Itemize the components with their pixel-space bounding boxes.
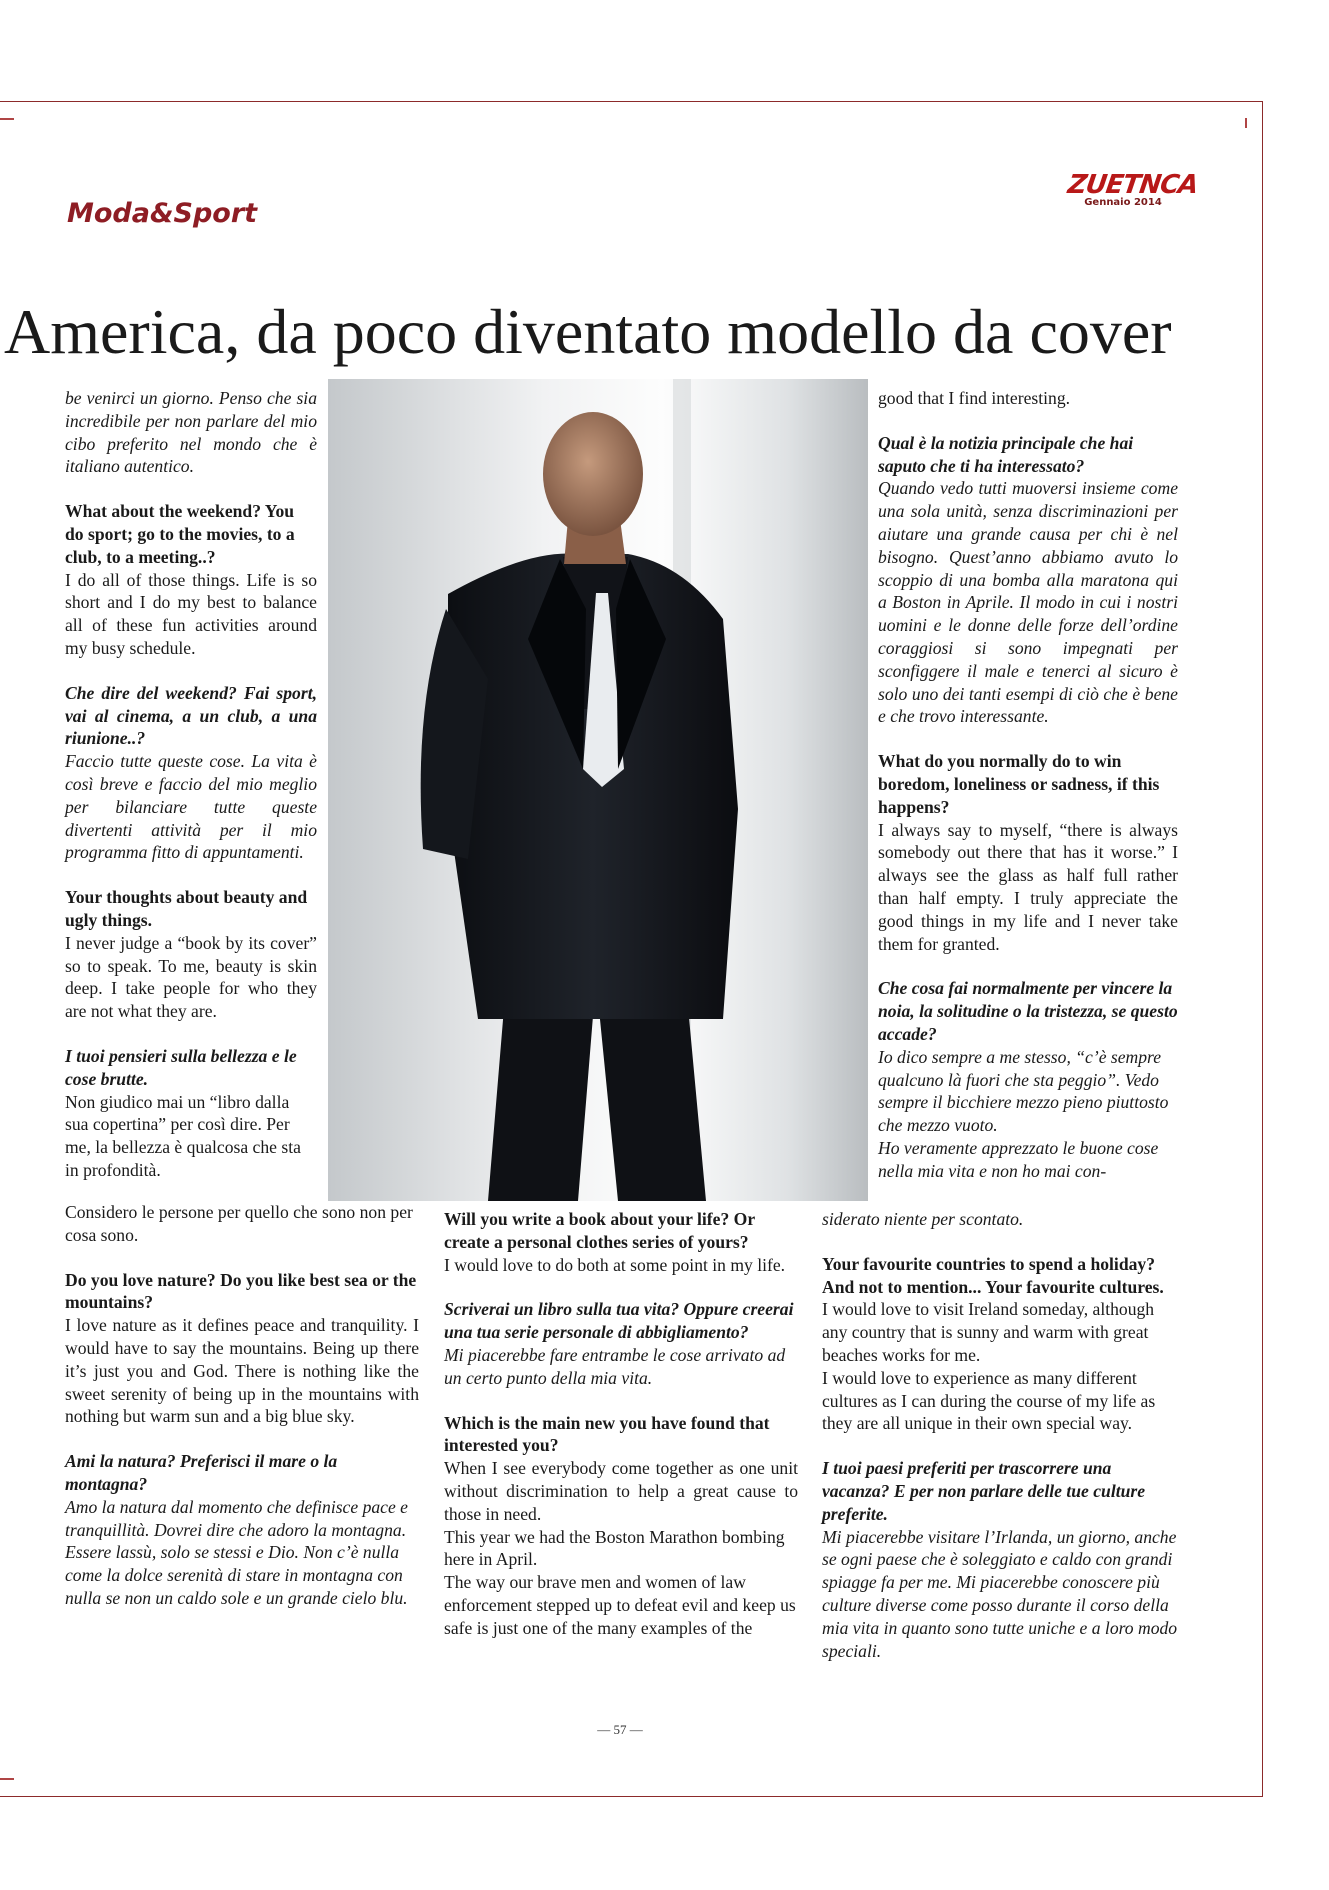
logo-date: Gennaio 2014 — [1084, 197, 1162, 208]
column-left-question: What about the weekend? You do sport; go to the movies, to a club, to a meeting..? — [65, 501, 295, 567]
model-photo-illustration — [328, 379, 868, 1201]
column-right-paragraph: I would love to visit Ireland someday, although any country that is sunny and warm with great beaches works for me. — [822, 1299, 1155, 1365]
column-left-paragraph: Essere lassù, solo se stessi e Dio. Non c’è nulla come la dolce serenità di stare in montagna con nulla se non un caldo sole e un grande cielo blu. — [65, 1542, 408, 1608]
right-border — [1262, 101, 1263, 1797]
column-middle — [444, 1208, 798, 1640]
column-middle-question: Scriverai un libro sulla tua vita? Oppure creerai una tua serie personale di abbigliamento? — [444, 1299, 794, 1343]
article-title: America, da poco diventato modello da cover — [4, 296, 1172, 367]
column-right-paragraph: I would love to experience as many different cultures as I can during the course of my life as they are all unique in their own special way. — [822, 1367, 1156, 1434]
top-dashed-line — [0, 118, 1248, 120]
column-right-question: Your favourite countries to spend a holiday? And not to mention... Your favourite cultures. — [822, 1253, 1164, 1297]
column-left-question: I tuoi pensieri sulla bellezza e le cose brutte. — [65, 1045, 297, 1089]
column-left-paragraph: Considero le persone per quello che sono non per cosa sono. — [65, 1202, 413, 1245]
column-left-lower — [65, 1201, 419, 1610]
column-left-paragraph: I love nature as it defines peace and tranquility. I would have to say the mountains. Being up there it’s just you and God. There is nothing like the sweet serenity of being up in the mountains with nothing but warm sun and a big blue sky. — [65, 1315, 419, 1427]
logo-word: ZUETNCA — [1065, 170, 1200, 200]
model-photo — [328, 379, 868, 1201]
column-left-paragraph: I never judge a “book by its cover” so to speak. To me, beauty is skin deep. I take people for who they are not what they are. — [65, 932, 317, 1022]
column-left-question: Your thoughts about beauty and ugly things. — [65, 887, 308, 930]
right-dashed-line — [1245, 118, 1247, 1778]
top-border — [0, 101, 1262, 102]
column-right-question: I tuoi paesi preferiti per trascorrere una vacanza? E per non parlare delle tue culture preferite. — [822, 1458, 1146, 1524]
column-left-paragraph: I do all of those things. Life is so short and I do my best to balance all of these fun activities around my busy schedule. — [65, 569, 317, 658]
column-right-lower — [822, 1208, 1178, 1662]
column-left-paragraph: be venirci un giorno. Penso che sia incredibile per non parlare del mio cibo preferito nel mondo che è italiano autentico. — [65, 388, 317, 477]
column-middle-question: Which is the main new you have found that interested you? — [444, 1412, 770, 1456]
column-left-question: Do you love nature? Do you like best sea or the mountains? — [65, 1269, 417, 1313]
column-right-question: Che cosa fai normalmente per vincere la noia, la solitudine o la tristezza, se questo accade? — [878, 978, 1178, 1044]
column-left-paragraph: Faccio tutte queste cose. La vita è così breve e faccio del mio meglio per bilanciare tutte queste divertenti attività per il mio programma fitto di appuntamenti. — [65, 751, 317, 863]
column-right-paragraph: siderato niente per scontato. — [822, 1209, 1024, 1229]
page-number: — 57 — — [597, 1722, 643, 1737]
column-right-paragraph: good that I find interesting. — [878, 388, 1071, 408]
column-right-paragraph: Ho veramente apprezzato le buone cose nella mia vita e non ho mai con- — [878, 1137, 1159, 1181]
column-middle-paragraph: This year we had the Boston Marathon bombing here in April. — [444, 1526, 785, 1570]
column-left-question: Che dire del weekend? Fai sport, vai al cinema, a un club, a una riunione..? — [65, 682, 317, 749]
column-middle-paragraph: The way our brave men and women of law enforcement stepped up to defeat evil and keep us safe is just one of the many examples of the — [444, 1572, 796, 1638]
column-middle-question: Will you write a book about your life? Or create a personal clothes series of yours? — [444, 1209, 755, 1252]
column-left-question: Ami la natura? Preferisci il mare o la montagna? — [65, 1451, 338, 1494]
column-right-paragraph: Quando vedo tutti muoversi insieme come una sola unità, senza discriminazioni per aiutare una grande causa per chi è nel bisogno. Quest’anno abbiamo avuto lo scoppio di una bomba alla maratona qui a Boston in Aprile. Il modo in cui i nostri uomini e le donne delle forze dell’ordine coraggiosi si sono impegnati per sconfiggere il male e tenerci al sicuro è solo uno dei tanti esempi di ciò che è bene e che trovo interessante. — [878, 478, 1178, 727]
column-right — [878, 387, 1178, 1183]
column-middle-paragraph: Mi piacerebbe fare entrambe le cose arrivato ad un certo punto della mia vita. — [444, 1344, 786, 1388]
column-right-question: What do you normally do to win boredom, loneliness or sadness, if this happens? — [878, 751, 1160, 817]
column-left-paragraph: Amo la natura dal momento che definisce pace e tranquillità. Dovrei dire che adoro la montagna. — [65, 1496, 408, 1540]
column-right-paragraph: I always say to myself, “there is always somebody out there that has it worse.” I always see the glass as half full rather than half empty. I truly appreciate the good things in my life and I never take them for granted. — [878, 819, 1178, 954]
column-right-question: Qual è la notizia principale che hai saputo che ti ha interessato? — [878, 432, 1134, 476]
column-middle-paragraph: When I see everybody come together as one unit without discrimination to help a great cause to those in need. — [444, 1458, 798, 1524]
column-left — [65, 387, 317, 1182]
column-right-paragraph: Io dico sempre a me stesso, “c’è sempre qualcuno là fuori che sta peggio”. Vedo sempre il bicchiere mezzo pieno piuttosto che mezzo vuoto. — [878, 1046, 1169, 1136]
section-label: Moda&Sport — [67, 198, 258, 229]
bottom-border — [0, 1796, 1262, 1797]
bottom-dashed-line — [0, 1778, 1248, 1780]
magazine-logo — [1065, 170, 1200, 208]
column-right-paragraph: Mi piacerebbe visitare l’Irlanda, un giorno, anche se ogni paese che è soleggiato e caldo con grandi spiagge fa per me. Mi piacerebbe conoscere più culture diverse come posso durante il corso della mia vita in quanto sono tutte uniche e a loro modo speciali. — [822, 1526, 1178, 1661]
column-middle-paragraph: I would love to do both at some point in my life. — [444, 1254, 786, 1275]
column-left-paragraph: Non giudico mai un “libro dalla sua copertina” per così dire. Per me, la bellezza è qualcosa che sta in profondità. — [65, 1091, 301, 1180]
